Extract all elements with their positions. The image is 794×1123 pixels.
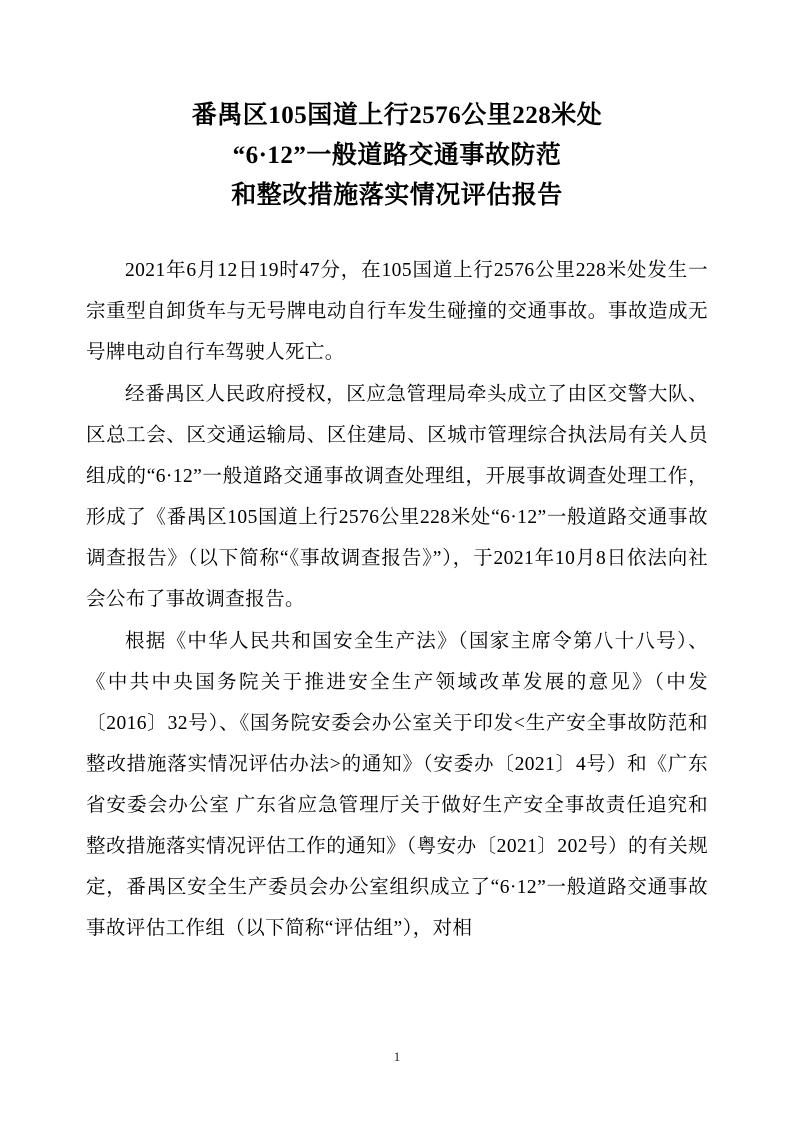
title-line-3: 和整改措施落实情况评估报告 [231,182,563,209]
paragraph-2: 经番禺区人民政府授权，区应急管理局牵头成立了由区交警大队、区总工会、区交通运输局、区住建局、区城市管理综合执法局有关人员组成的“6·12”一般道路交通事故调查处理组，开展事故调查处理工作，形成了《番禺区105国道上行2576公里228米处“6·12”一般道路交通事故调查报告》（以下简称“《事故调查报告》”），于2021年10月8日依法向社会公布了事故调查报告。 [86,384,708,610]
document-body [86,250,708,949]
paragraph-1: 2021年6月12日19时47分，在105国道上行2576公里228米处发生一宗重型自卸货车与无号牌电动自行车发生碰撞的交通事故。事故造成无号牌电动自行车驾驶人死亡。 [86,260,708,363]
page-number: 1 [393,1049,401,1064]
page-title [86,96,708,216]
paragraph-3: 根据《中华人民共和国安全生产法》（国家主席令第八十八号）、《中共中央国务院关于推进安全生产领域改革发展的意见》（中发〔2016〕32号）、《国务院安委会办公室关于印发<生产安全事故防范和整改措施落实情况评估办法>的通知》（安委办〔2021〕4号）和《广东省安委会办公室 广东省应急管理厅关于做好生产安全事故责任追究和整改措施落实情况评估工作的通知》（粤安办〔2021〕202号）的有关规定，番禺区安全生产委员会办公室组织成立了“6·12”一般道路交通事故事故评估工作组（以下简称“评估组”），对相 [86,631,708,939]
title-line-2: “6·12”一般道路交通事故防范 [232,142,562,169]
title-line-1: 番禺区105国道上行2576公里228米处 [191,102,603,129]
